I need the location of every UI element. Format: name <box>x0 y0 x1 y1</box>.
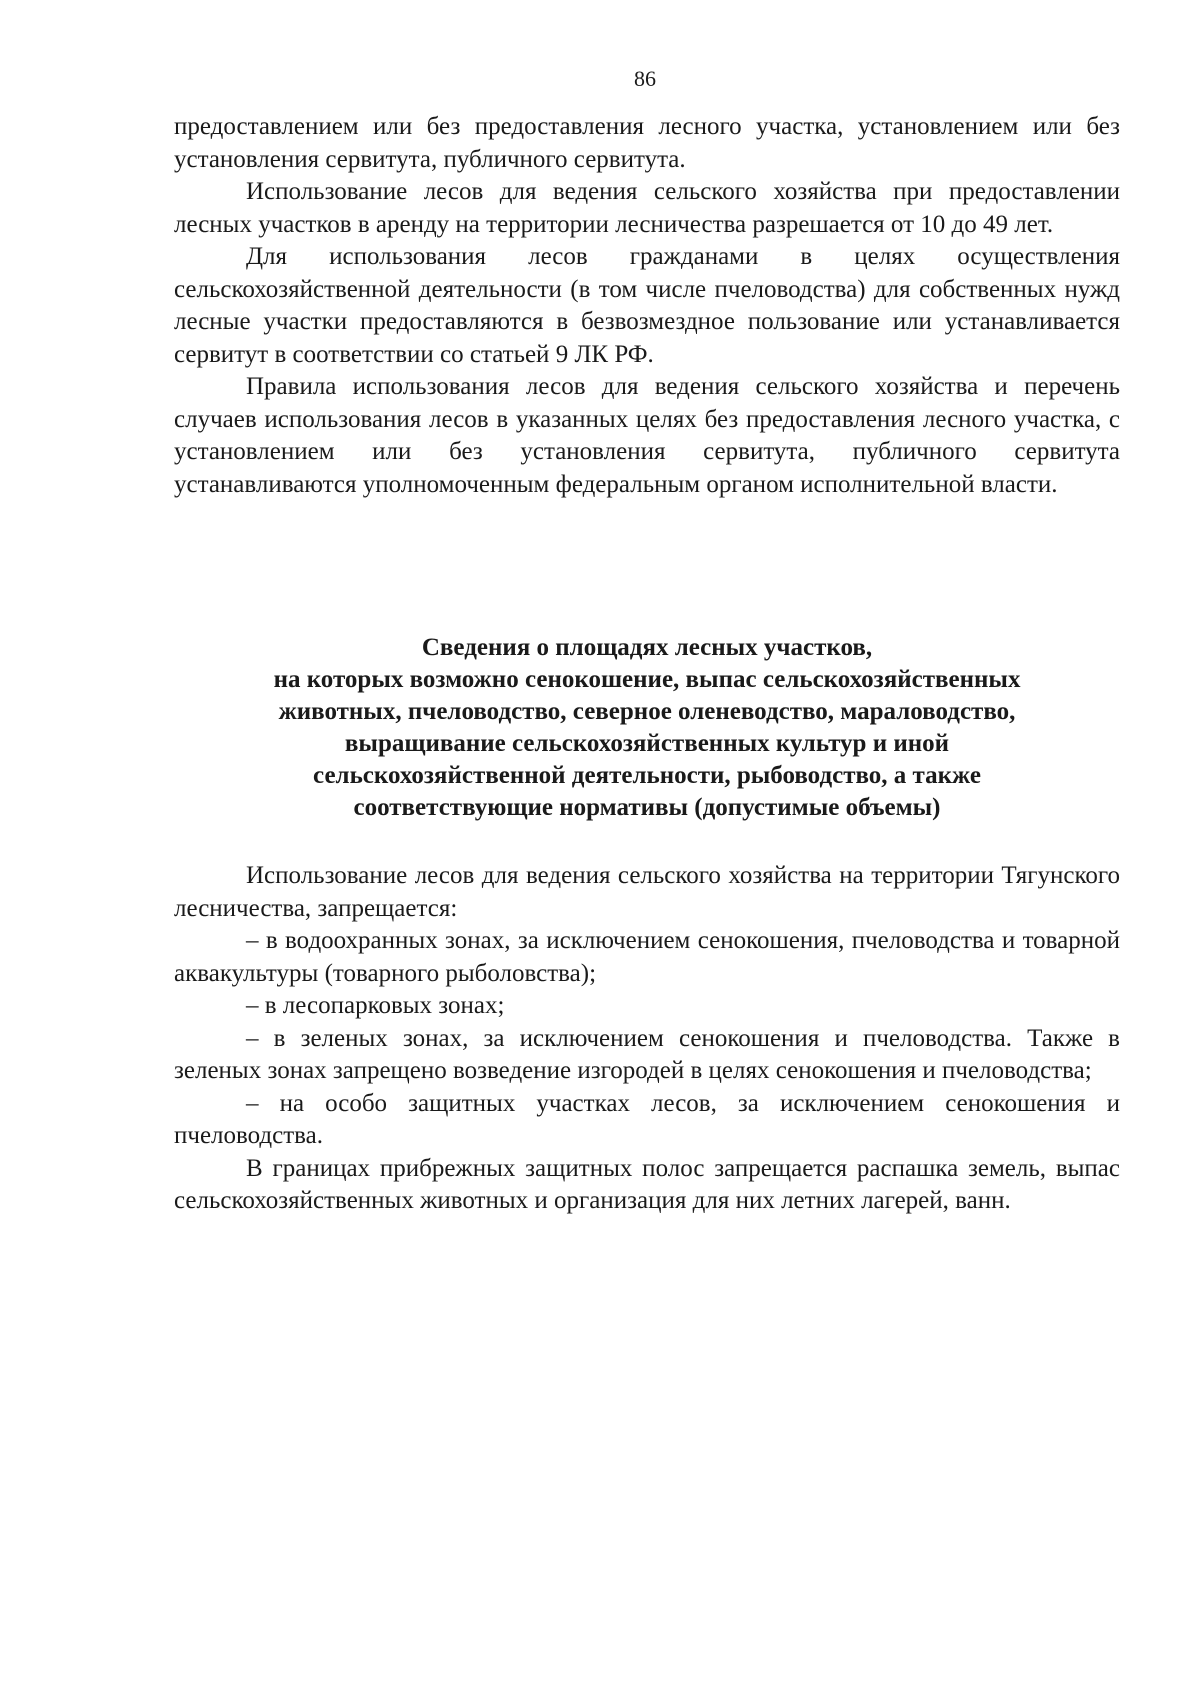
list-item: – в зеленых зонах, за исключением сенокошения и пчеловодства. Также в зеленых зонах запрещено возведение изгородей в целях сенокошения и пчеловодства; <box>174 1024 1120 1084</box>
list-item: – в лесопарковых зонах; <box>246 992 505 1019</box>
paragraph: Использование лесов для ведения сельского хозяйства при предоставлении лесных участков в аренду на территории лесничества разрешается от 10 до 49 лет. <box>174 178 1120 238</box>
paragraph: Использование лесов для ведения сельского хозяйства на территории Тягунского лесничества, запрещается: <box>174 862 1120 922</box>
paragraph: Правила использования лесов для ведения сельского хозяйства и перечень случаев использования лесов в указанных целях без предоставления лесного участка, с установлением или без установления сервитута, публичного сервитута устанавливаются уполномоченным федеральным органом исполнительной власти. <box>174 373 1120 498</box>
body-text-top <box>174 111 1120 501</box>
list-item: – в водоохранных зонах, за исключением сенокошения, пчеловодства и товарной аквакультуры (товарного рыболовства); <box>174 927 1120 987</box>
list-item: – на особо защитных участках лесов, за исключением сенокошения и пчеловодства. <box>174 1089 1120 1149</box>
paragraph: В границах прибрежных защитных полос запрещается распашка земель, выпас сельскохозяйственных животных и организация для них летних лагерей, ванн. <box>174 1154 1120 1214</box>
paragraph: Для использования лесов гражданами в целях осуществления сельскохозяйственной деятельности (в том числе пчеловодства) для собственных нужд лесные участки предоставляются в безвозмездное пользование или устанавливается сервитут в соответствии со статьей 9 ЛК РФ. <box>174 243 1120 368</box>
heading-line: на которых возможно сенокошение, выпас сельскохозяйственных <box>273 666 1021 693</box>
section-heading <box>174 632 1120 824</box>
heading-line: животных, пчеловодство, северное оленеводство, мараловодство, <box>278 698 1016 725</box>
heading-line: выращивание сельскохозяйственных культур и иной <box>344 730 950 757</box>
paragraph: предоставлением или без предоставления лесного участка, установлением или без установления сервитута, публичного сервитута. <box>174 113 1120 173</box>
heading-line: соответствующие нормативы (допустимые объемы) <box>353 794 941 821</box>
heading-line: сельскохозяйственной деятельности, рыбоводство, а также <box>313 762 981 789</box>
page-number: 86 <box>634 66 656 91</box>
heading-line: Сведения о площадях лесных участков, <box>421 634 873 661</box>
body-text-bottom <box>174 860 1120 1218</box>
